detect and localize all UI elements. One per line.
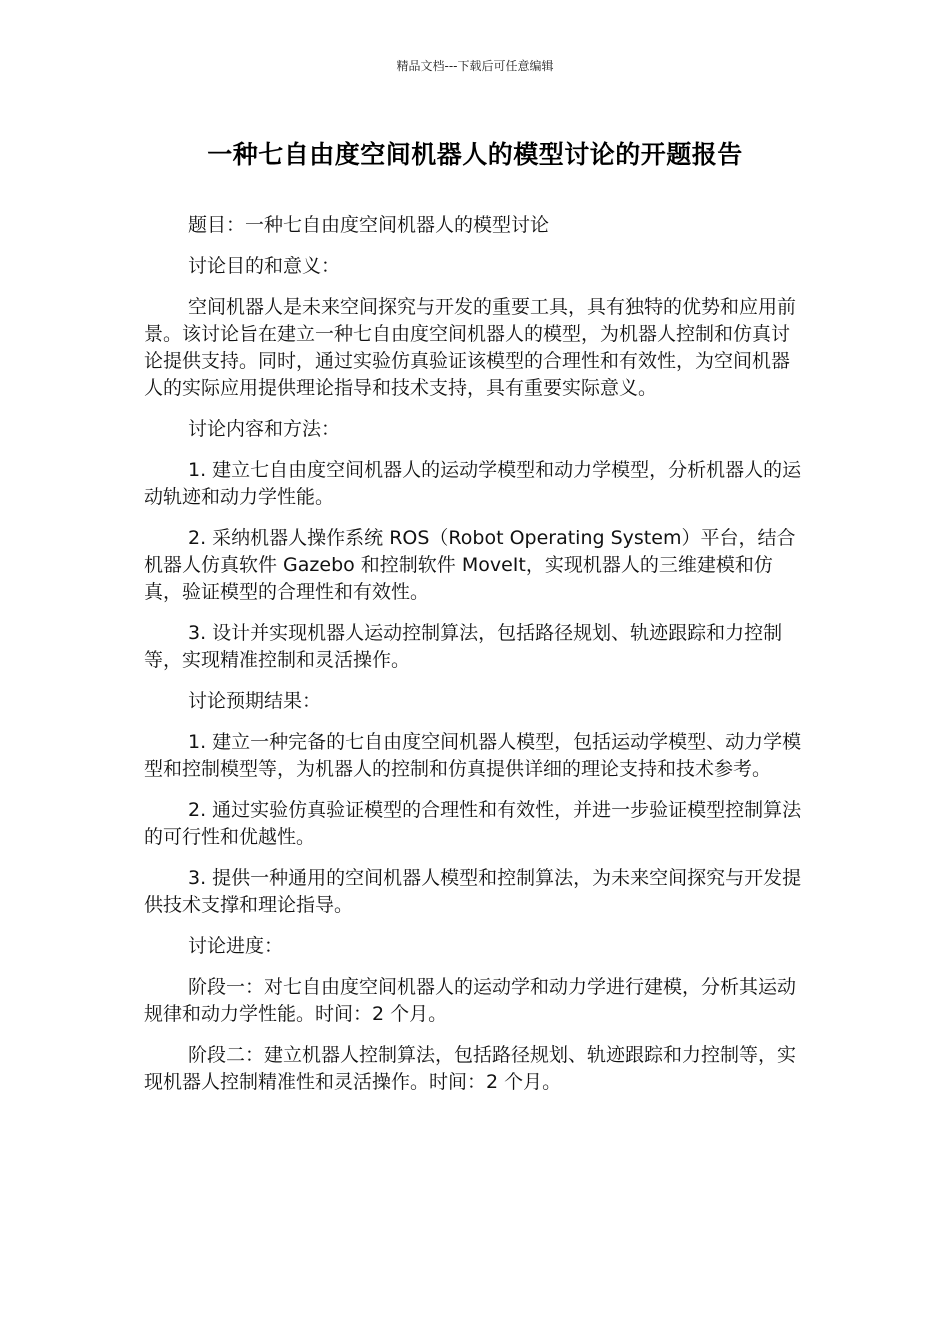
document-title: 一种七自由度空间机器人的模型讨论的开题报告	[207, 140, 743, 169]
schedule-stage-2: 阶段二：建立机器人控制算法，包括路径规划、轨迹跟踪和力控制等，实现机器人控制精准性和灵活操作。时间：2 个月。	[144, 1044, 797, 1093]
methods-item-1: 1. 建立七自由度空间机器人的运动学模型和动力学模型，分析机器人的运动轨迹和动力学性能。	[144, 459, 802, 508]
results-item-2: 2. 通过实验仿真验证模型的合理性和有效性，并进一步验证模型控制算法的可行性和优越性。	[144, 799, 802, 848]
topic-line: 题目：一种七自由度空间机器人的模型讨论	[188, 214, 550, 236]
purpose-paragraph: 空间机器人是未来空间探究与开发的重要工具，具有独特的优势和应用前景。该讨论旨在建立一种七自由度空间机器人的模型，为机器人控制和仿真讨论提供支持。同时，通过实验仿真验证该模型的合理性和有效性，为空间机器人的实际应用提供理论指导和技术支持，具有重要实际意义。	[144, 296, 797, 399]
schedule-stage-1: 阶段一：对七自由度空间机器人的运动学和动力学进行建模，分析其运动规律和动力学性能。时间：2 个月。	[144, 976, 797, 1025]
methods-item-3: 3. 设计并实现机器人运动控制算法，包括路径规划、轨迹跟踪和力控制等，实现精准控制和灵活操作。	[144, 622, 783, 671]
section-heading-methods: 讨论内容和方法：	[188, 418, 341, 440]
document-body	[144, 212, 806, 1110]
page-header-note: 精品文档---下载后可任意编辑	[396, 59, 554, 73]
section-heading-schedule: 讨论进度：	[188, 935, 284, 957]
results-item-1: 1. 建立一种完备的七自由度空间机器人模型，包括运动学模型、动力学模型和控制模型等，为机器人的控制和仿真提供详细的理论支持和技术参考。	[144, 731, 802, 780]
methods-item-2: 2. 采纳机器人操作系统 ROS（Robot Operating System）平台，结合机器人仿真软件 Gazebo 和控制软件 MoveIt，实现机器人的三维建模和仿真，验证模型的合理性和有效性。	[144, 527, 796, 603]
section-heading-results: 讨论预期结果：	[188, 690, 322, 712]
section-heading-purpose: 讨论目的和意义：	[188, 255, 341, 277]
results-item-3: 3. 提供一种通用的空间机器人模型和控制算法，为未来空间探究与开发提供技术支撑和理论指导。	[144, 867, 802, 916]
